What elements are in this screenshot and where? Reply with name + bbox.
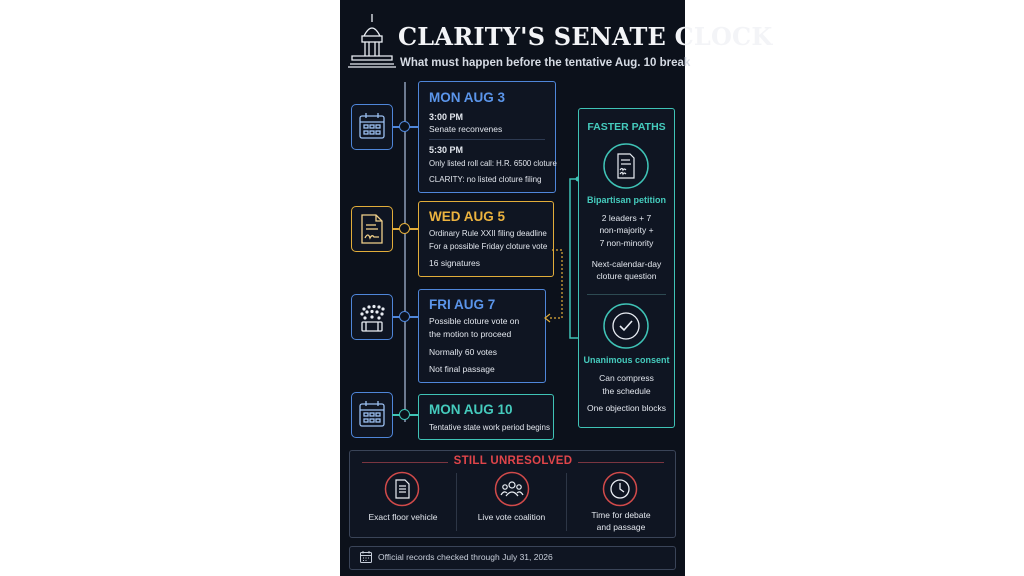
date-label: FRI AUG 7 (429, 297, 496, 312)
info-text: For a possible Friday cloture vote (429, 242, 548, 251)
timeline-dot (399, 121, 410, 132)
unresolved-item-label: and passage (596, 522, 646, 532)
info-text: Not final passage (429, 364, 495, 374)
note-text: CLARITY: no listed cloture filing (429, 175, 542, 184)
people-icon (494, 471, 530, 507)
calendar-icon (352, 393, 392, 437)
faster-paths-heading: FASTER PATHS (587, 121, 666, 133)
time-label: 5:30 PM (429, 145, 464, 155)
faster-paths-panel (578, 108, 675, 428)
timeline-line (404, 82, 406, 422)
petition-title: Bipartisan petition (586, 195, 666, 205)
petition-text: 7 non-minority (599, 238, 654, 248)
calendar-icon (359, 550, 373, 564)
consent-text: the schedule (602, 386, 651, 396)
unresolved-item-label: Live vote coalition (477, 512, 546, 522)
event-text: Only listed roll call: H.R. 6500 cloture (429, 159, 557, 168)
unresolved-item-label: Time for debate (591, 510, 651, 520)
footer-bar (349, 546, 676, 570)
card-wed-aug5 (418, 201, 554, 277)
info-text: Normally 60 votes (429, 347, 498, 357)
petition-text: non-majority + (599, 225, 654, 235)
timeline-dot (399, 311, 410, 322)
document-icon (384, 471, 420, 507)
infographic-poster (340, 0, 773, 576)
capitol-icon (348, 12, 396, 70)
info-text: Possible cloture vote on (429, 316, 520, 326)
date-label: MON AUG 10 (429, 402, 513, 417)
event-text: Senate reconvenes (429, 124, 503, 134)
petition-document-icon (602, 142, 650, 190)
consent-text: One objection blocks (587, 403, 666, 413)
consent-title: Unanimous consent (583, 355, 670, 365)
info-text: Ordinary Rule XXII filing deadline (429, 229, 547, 238)
date-label: MON AUG 3 (429, 90, 506, 105)
unresolved-heading: STILL UNRESOLVED (453, 455, 573, 467)
timeline-dot (399, 223, 410, 234)
date-label: WED AUG 5 (429, 209, 506, 224)
info-text: 16 signatures (429, 258, 481, 268)
unresolved-panel (349, 450, 676, 538)
consent-text: Can compress (599, 373, 654, 383)
time-label: 3:00 PM (429, 112, 464, 122)
calendar-icon (352, 105, 392, 149)
petition-text: 2 leaders + 7 (601, 213, 652, 223)
divider (587, 294, 666, 295)
info-text: the motion to proceed (429, 329, 512, 339)
clock-icon (602, 471, 638, 507)
card-fri-aug7 (418, 289, 546, 383)
card-mon-aug3 (418, 81, 556, 193)
unresolved-item-label: Exact floor vehicle (368, 512, 438, 522)
card-mon-aug10 (418, 394, 554, 440)
senate-chamber-icon-box (351, 294, 393, 340)
calendar-icon-box (351, 104, 393, 150)
timeline-dot (399, 409, 410, 420)
signed-document-icon (352, 207, 392, 251)
info-text: Tentative state work period begins (429, 423, 550, 432)
page-subtitle: What must happen before the tentative Aug. 10 break (400, 57, 691, 69)
divider (362, 462, 448, 463)
footer-text: Official records checked through July 31, 2026 (378, 552, 553, 562)
petition-text: Next-calendar-day (591, 259, 662, 269)
page-title: CLARITY'S SENATE CLOCK (398, 22, 773, 51)
divider (578, 462, 664, 463)
petition-text: cloture question (596, 271, 657, 281)
divider (429, 139, 545, 140)
checkmark-circle-icon (602, 302, 650, 350)
signed-document-icon-box (351, 206, 393, 252)
calendar-icon-box (351, 392, 393, 438)
senate-chamber-icon (352, 295, 392, 339)
